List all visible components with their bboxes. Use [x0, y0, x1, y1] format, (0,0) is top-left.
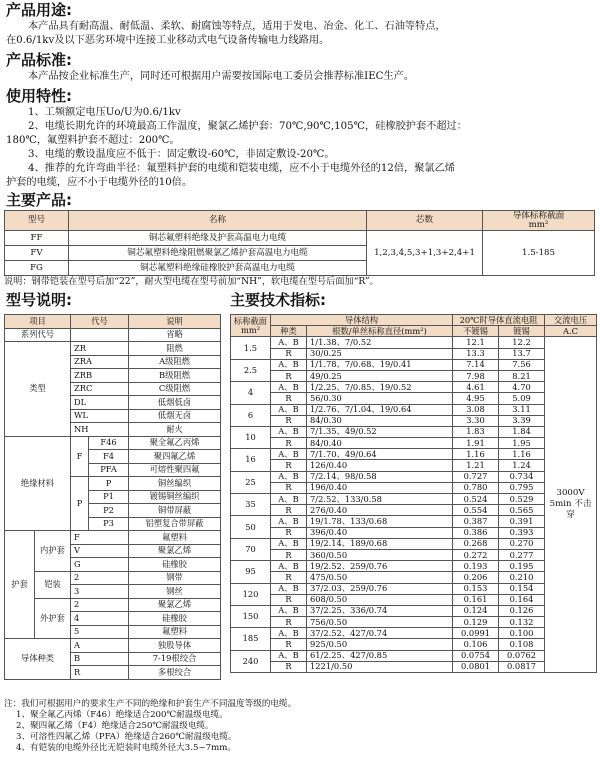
kind-cell: A、B [271, 449, 307, 460]
tech-col-structure: 导体结构 [271, 315, 453, 326]
resistance-tin-cell: 12.2 [499, 337, 545, 348]
type-label: 类型 [5, 342, 71, 437]
armor-code: 2 [71, 571, 129, 585]
resistance-bare-cell: 1.21 [453, 460, 499, 471]
armor-desc: 钢带 [129, 571, 221, 585]
ins-code: P3 [89, 517, 129, 531]
features-line-2: 2、电缆长期允许的环境最高工作温度，聚氯乙烯护套：70℃,90℃,105℃，硅橡胶护套不超过： [28, 121, 467, 132]
features-line-3: 180℃，氟塑料护套不超过：200℃。 [6, 135, 180, 146]
ins-code: F46 [89, 436, 129, 450]
standard-line-1: 本产品按企业标准生产，同时还可根据用户需要按国际电工委员会推荐标准IEC生产。 [28, 71, 415, 82]
kind-cell: R [271, 393, 307, 404]
ins-code: P2 [89, 504, 129, 518]
tech-col-resistance: 20℃时导体直流电阻 [453, 315, 545, 326]
features-title: 使用特性: [6, 87, 72, 105]
structure-cell: 19/2.52、259/0.76 [307, 561, 453, 572]
resistance-tin-cell: 0.195 [499, 561, 545, 572]
table-row [231, 337, 597, 348]
note-line-2: 1、聚全氟乙丙烯（F46）绝缘适合200℃耐温级电缆。 [16, 710, 228, 720]
structure-cell: 84/0.40 [307, 438, 453, 449]
ins-code: P1 [89, 490, 129, 504]
ins-desc: 聚四氟乙烯 [129, 450, 221, 464]
table-row [231, 471, 597, 482]
cond-desc: 7-19根绞合 [129, 652, 221, 666]
structure-cell: 608/0.50 [307, 594, 453, 605]
resistance-tin-cell: 0.100 [499, 628, 545, 639]
kind-cell: A、B [271, 538, 307, 549]
tech-col-section [231, 315, 271, 337]
tech-col-section-label: 标称截面 [233, 315, 268, 326]
table-row [231, 650, 597, 661]
tech-col-voltage: 交流电压 [545, 315, 597, 326]
resistance-tin-cell: 0.529 [499, 494, 545, 505]
resistance-tin-cell: 1.95 [499, 438, 545, 449]
structure-cell: 1/2.25、7/0.85、19/0.52 [307, 382, 453, 393]
tech-table [230, 314, 597, 673]
resistance-bare-cell: 0.0754 [453, 650, 499, 661]
kind-cell: R [271, 527, 307, 538]
kind-cell: A、B [271, 426, 307, 437]
kind-cell: R [271, 505, 307, 516]
table-row [231, 494, 597, 505]
resistance-tin-cell: 0.393 [499, 527, 545, 538]
section-cell: 1.5 [231, 337, 271, 359]
kind-cell: A、B [271, 583, 307, 594]
structure-cell: 396/0.40 [307, 527, 453, 538]
structure-cell: 7/1.35、49/0.52 [307, 426, 453, 437]
type-desc: 耐火 [129, 423, 221, 437]
section-cell: 70 [231, 538, 271, 560]
resistance-tin-cell: 0.565 [499, 505, 545, 516]
structure-cell: 360/0.50 [307, 549, 453, 560]
kind-cell: A、B [271, 628, 307, 639]
kind-cell: A、B [271, 404, 307, 415]
section-cell: 150 [231, 605, 271, 627]
features-line-5: 4、推荐的允许弯曲半径：氟塑料护套的电缆和铠装电缆，应不小于电缆外径的12倍，聚氯乙烯 [28, 163, 455, 174]
tech-col-bare: 不镀锡 [453, 326, 499, 337]
tech-col-ac: A.C [545, 326, 597, 337]
sheath-code: 4 [71, 612, 129, 626]
resistance-tin-cell: 3.39 [499, 415, 545, 426]
structure-cell: 756/0.50 [307, 617, 453, 628]
sheath-desc: 聚氯乙烯 [129, 544, 221, 558]
structure-cell: 37/2.52、427/0.74 [307, 628, 453, 639]
col-name: 名称 [69, 211, 367, 231]
structure-cell: 126/0.40 [307, 460, 453, 471]
usage-line-2: 在0.6/1kv及以下恶劣环境中连接工业移动式电气设备传输电力线路用。 [6, 35, 330, 46]
type-code: ZRC [71, 382, 129, 396]
kind-cell: R [271, 617, 307, 628]
products-table [4, 210, 595, 276]
kind-cell: R [271, 639, 307, 650]
resistance-bare-cell: 0.153 [453, 583, 499, 594]
kind-cell: R [271, 594, 307, 605]
table-row [231, 605, 597, 616]
kind-cell: A、B [271, 494, 307, 505]
table-row [231, 382, 597, 393]
structure-cell: 925/0.50 [307, 639, 453, 650]
sheath-code: G [71, 558, 129, 572]
section-cell: 35 [231, 494, 271, 516]
resistance-tin-cell: 1.16 [499, 449, 545, 460]
resistance-tin-cell: 0.734 [499, 471, 545, 482]
table-row [231, 549, 597, 560]
table-row [231, 639, 597, 650]
table-row [231, 617, 597, 628]
table-row [231, 449, 597, 460]
resistance-tin-cell: 0.210 [499, 572, 545, 583]
resistance-bare-cell: 0.106 [453, 639, 499, 650]
resistance-tin-cell: 0.795 [499, 482, 545, 493]
model-table [4, 314, 221, 680]
product-section: 1.5-185 [483, 231, 595, 276]
sheath-desc: 氟塑料 [129, 531, 221, 545]
resistance-tin-cell: 8.21 [499, 370, 545, 381]
resistance-bare-cell: 0.554 [453, 505, 499, 516]
kind-cell: A、B [271, 382, 307, 393]
structure-cell: 475/0.50 [307, 572, 453, 583]
sheath-desc: 硅橡胶 [129, 558, 221, 572]
resistance-bare-cell: 4.61 [453, 382, 499, 393]
resistance-bare-cell: 0.727 [453, 471, 499, 482]
ins-desc: 聚全氟乙丙烯 [129, 436, 221, 450]
series-item: 系列代号 [5, 328, 71, 342]
product-model: FF [5, 231, 69, 246]
section-cell: 4 [231, 382, 271, 404]
kind-cell: A、B [271, 561, 307, 572]
resistance-tin-cell: 0.0762 [499, 650, 545, 661]
model-col-desc: 说明 [129, 315, 221, 329]
resistance-bare-cell: 0.193 [453, 561, 499, 572]
armor-label: 铠装 [35, 571, 71, 598]
table-row [231, 370, 597, 381]
resistance-bare-cell: 0.0801 [453, 661, 499, 672]
col-section-unit: mm² [528, 219, 549, 230]
model-title: 型号说明: [6, 291, 72, 309]
features-line-1: 1、工频额定电压Uo/U为0.6/1kv [28, 107, 181, 118]
resistance-tin-cell: 13.7 [499, 348, 545, 359]
type-code: DL [71, 396, 129, 410]
table-row [231, 415, 597, 426]
type-code: ZR [71, 342, 129, 356]
ins-code: P [89, 477, 129, 491]
ins-code: F4 [89, 450, 129, 464]
series-desc: 省略 [129, 328, 221, 342]
features-line-4: 3、电缆的敷设温度应不低于：固定敷设-60℃，非固定敷设-20℃。 [28, 149, 335, 160]
kind-cell: A、B [271, 650, 307, 661]
col-section-label: 导体标称截面 [512, 210, 565, 221]
features-line-6: 护套的电缆，应不小于电缆外径的10倍。 [6, 177, 193, 188]
resistance-bare-cell: 0.524 [453, 494, 499, 505]
products-title: 主要产品: [6, 191, 72, 209]
col-cores: 芯数 [367, 211, 483, 231]
tech-col-tin: 镀锡 [499, 326, 545, 337]
resistance-tin-cell: 0.132 [499, 617, 545, 628]
structure-cell: 61/2.25、427/0.85 [307, 650, 453, 661]
resistance-bare-cell: 0.206 [453, 572, 499, 583]
structure-cell: 30/0.25 [307, 348, 453, 359]
series-code [71, 328, 129, 342]
resistance-bare-cell: 1.83 [453, 426, 499, 437]
sheath-label: 护套 [5, 531, 35, 639]
table-row [231, 527, 597, 538]
resistance-bare-cell: 13.3 [453, 348, 499, 359]
structure-cell: 37/2.03、259/0.76 [307, 583, 453, 594]
structure-cell: 7/1.70、49/0.64 [307, 449, 453, 460]
cond-desc: 独股导体 [129, 639, 221, 653]
sheath-desc: 氟塑料 [129, 625, 221, 639]
resistance-bare-cell: 0.386 [453, 527, 499, 538]
conductor-label: 导体种类 [5, 639, 71, 680]
resistance-tin-cell: 0.270 [499, 538, 545, 549]
product-name: 铜芯氟塑料绝缘及护套高温电力电缆 [69, 231, 367, 246]
products-note: 说明：钢带铠装在型号后加“22”，耐火型电缆在型号前加“NH”，软电缆在型号后面加“R”。 [4, 276, 379, 287]
tech-title: 主要技术指标: [230, 291, 326, 309]
kind-cell: R [271, 661, 307, 672]
table-row [231, 426, 597, 437]
resistance-tin-cell: 3.11 [499, 404, 545, 415]
kind-cell: R [271, 549, 307, 560]
resistance-tin-cell: 5.09 [499, 393, 545, 404]
structure-cell: 1/2.76、7/1.04、19/0.64 [307, 404, 453, 415]
resistance-tin-cell: 0.108 [499, 639, 545, 650]
section-cell: 2.5 [231, 359, 271, 381]
resistance-bare-cell: 0.268 [453, 538, 499, 549]
type-desc: B级阻燃 [129, 369, 221, 383]
sheath-code: V [71, 544, 129, 558]
model-col-code: 代号 [71, 315, 129, 329]
outer-sheath-label: 外护套 [35, 598, 71, 639]
sheath-code: 5 [71, 625, 129, 639]
table-row [231, 460, 597, 471]
product-model: FG [5, 261, 69, 276]
kind-cell: R [271, 348, 307, 359]
note-line-5: 4、有铠装的电缆外径比无铠装时电缆外径大3.5~7mm。 [16, 743, 236, 753]
resistance-tin-cell: 0.0817 [499, 661, 545, 672]
note-line-4: 3、可溶性四氟乙烯（PFA）绝缘适合260℃耐温级电缆。 [16, 732, 237, 742]
section-cell: 6 [231, 404, 271, 426]
col-model: 型号 [5, 211, 69, 231]
resistance-tin-cell: 1.24 [499, 460, 545, 471]
resistance-bare-cell: 0.387 [453, 516, 499, 527]
insulation-f-code: F [71, 436, 89, 477]
section-cell: 185 [231, 628, 271, 650]
insulation-p-code: P [71, 477, 89, 531]
ins-desc: 铜丝编织 [129, 477, 221, 491]
kind-cell: R [271, 415, 307, 426]
type-desc: 阻燃 [129, 342, 221, 356]
kind-cell: R [271, 482, 307, 493]
resistance-bare-cell: 0.124 [453, 605, 499, 616]
section-cell: 25 [231, 471, 271, 493]
resistance-tin-cell: 1.84 [499, 426, 545, 437]
product-name: 铜芯氟塑料绝缘阻燃聚氯乙烯护套高温电力电缆 [69, 246, 367, 261]
kind-cell: A、B [271, 605, 307, 616]
table-row [231, 538, 597, 549]
table-row [231, 359, 597, 370]
kind-cell: R [271, 438, 307, 449]
ins-desc: 铜带屏蔽 [129, 504, 221, 518]
resistance-bare-cell: 7.14 [453, 359, 499, 370]
structure-cell: 19/2.14、189/0.68 [307, 538, 453, 549]
resistance-tin-cell: 0.164 [499, 594, 545, 605]
type-code: ZRB [71, 369, 129, 383]
kind-cell: A、B [271, 471, 307, 482]
section-cell: 16 [231, 449, 271, 471]
product-name: 铜芯氟塑料绝缘硅橡胶护套高温电力电缆 [69, 261, 367, 276]
sheath-code: 2 [71, 598, 129, 612]
sheath-code: F [71, 531, 129, 545]
cond-code: R [71, 666, 129, 680]
resistance-bare-cell: 1.16 [453, 449, 499, 460]
table-row [231, 404, 597, 415]
structure-cell: 276/0.40 [307, 505, 453, 516]
table-row [231, 482, 597, 493]
type-desc: A级阻燃 [129, 355, 221, 369]
structure-cell: 1/1.38、7/0.52 [307, 337, 453, 348]
resistance-tin-cell: 4.70 [499, 382, 545, 393]
product-model: FV [5, 246, 69, 261]
table-row [231, 505, 597, 516]
cond-desc: 多根绞合 [129, 666, 221, 680]
resistance-bare-cell: 0.129 [453, 617, 499, 628]
resistance-bare-cell: 0.272 [453, 549, 499, 560]
insulation-label: 绝缘材料 [5, 436, 71, 531]
table-row [231, 661, 597, 672]
table-row [231, 438, 597, 449]
resistance-tin-cell: 0.391 [499, 516, 545, 527]
section-cell: 50 [231, 516, 271, 538]
structure-cell: 1/1.78、7/0.68、19/0.41 [307, 359, 453, 370]
structure-cell: 56/0.30 [307, 393, 453, 404]
resistance-bare-cell: 0.780 [453, 482, 499, 493]
product-cores: 1,2,3,4,5,3+1,3+2,4+1 [367, 231, 483, 276]
structure-cell: 196/0.40 [307, 482, 453, 493]
cond-code: B [71, 652, 129, 666]
table-row [231, 572, 597, 583]
resistance-bare-cell: 4.95 [453, 393, 499, 404]
tech-col-kind: 种类 [271, 326, 307, 337]
sheath-desc: 硅橡胶 [129, 612, 221, 626]
ins-code: PFA [89, 463, 129, 477]
type-desc: 低烟低卤 [129, 396, 221, 410]
structure-cell: 37/2.25、336/0.74 [307, 605, 453, 616]
test-voltage-cell: 3000V 5min 不击穿 [545, 337, 597, 673]
kind-cell: R [271, 572, 307, 583]
type-code: WL [71, 409, 129, 423]
ins-desc: 铝塑复合带屏蔽 [129, 517, 221, 531]
tech-col-wire: 根数/单丝标称直径(mm²) [307, 326, 453, 337]
table-row [231, 516, 597, 527]
structure-cell: 7/2.14、98/0.58 [307, 471, 453, 482]
table-row [231, 393, 597, 404]
table-row [231, 583, 597, 594]
section-cell: 10 [231, 426, 271, 448]
note-line-1: 注：我们可根据用户的要求生产不同的绝缘和护套生产不同温度等级的电缆。 [4, 699, 297, 709]
cond-code: A [71, 639, 129, 653]
armor-desc: 钢丝 [129, 585, 221, 599]
structure-cell: 49/0.25 [307, 370, 453, 381]
armor-code: 3 [71, 585, 129, 599]
resistance-bare-cell: 3.08 [453, 404, 499, 415]
note-line-3: 2、聚四氟乙烯（F4）绝缘适合250℃耐温级电缆。 [16, 721, 214, 731]
structure-cell: 84/0.30 [307, 415, 453, 426]
table-row [231, 628, 597, 639]
kind-cell: A、B [271, 516, 307, 527]
resistance-bare-cell: 0.0991 [453, 628, 499, 639]
standard-title: 产品标准: [6, 51, 72, 69]
model-col-item: 项目 [5, 315, 71, 329]
kind-cell: R [271, 460, 307, 471]
resistance-tin-cell: 0.277 [499, 549, 545, 560]
type-code: ZRA [71, 355, 129, 369]
section-cell: 240 [231, 650, 271, 672]
resistance-bare-cell: 1.91 [453, 438, 499, 449]
table-row [231, 561, 597, 572]
usage-title: 产品用途: [6, 1, 72, 19]
resistance-tin-cell: 0.126 [499, 605, 545, 616]
structure-cell: 1221/0.50 [307, 661, 453, 672]
col-section [483, 211, 595, 231]
resistance-tin-cell: 0.154 [499, 583, 545, 594]
resistance-bare-cell: 0.161 [453, 594, 499, 605]
section-cell: 120 [231, 583, 271, 605]
type-code: NH [71, 423, 129, 437]
ins-desc: 镀锡铜丝编织 [129, 490, 221, 504]
resistance-tin-cell: 7.56 [499, 359, 545, 370]
type-desc: 低烟无卤 [129, 409, 221, 423]
resistance-bare-cell: 7.98 [453, 370, 499, 381]
table-row [231, 348, 597, 359]
kind-cell: A、B [271, 359, 307, 370]
resistance-bare-cell: 12.1 [453, 337, 499, 348]
section-cell: 95 [231, 561, 271, 583]
sheath-desc: 聚氯乙烯 [129, 598, 221, 612]
kind-cell: A、B [271, 337, 307, 348]
kind-cell: R [271, 370, 307, 381]
ins-desc: 可熔性聚四氟 [129, 463, 221, 477]
inner-sheath-label: 内护套 [35, 531, 71, 572]
structure-cell: 7/2.52、133/0.58 [307, 494, 453, 505]
tech-col-section-unit: mm² [240, 324, 261, 335]
structure-cell: 19/1.78、133/0.68 [307, 516, 453, 527]
table-row [231, 594, 597, 605]
usage-line-1: 本产品具有耐高温、耐低温、柔软、耐腐蚀等特点，适用于发电、冶金、化工、石油等特点， [28, 21, 446, 32]
resistance-bare-cell: 3.30 [453, 415, 499, 426]
type-desc: C级阻燃 [129, 382, 221, 396]
